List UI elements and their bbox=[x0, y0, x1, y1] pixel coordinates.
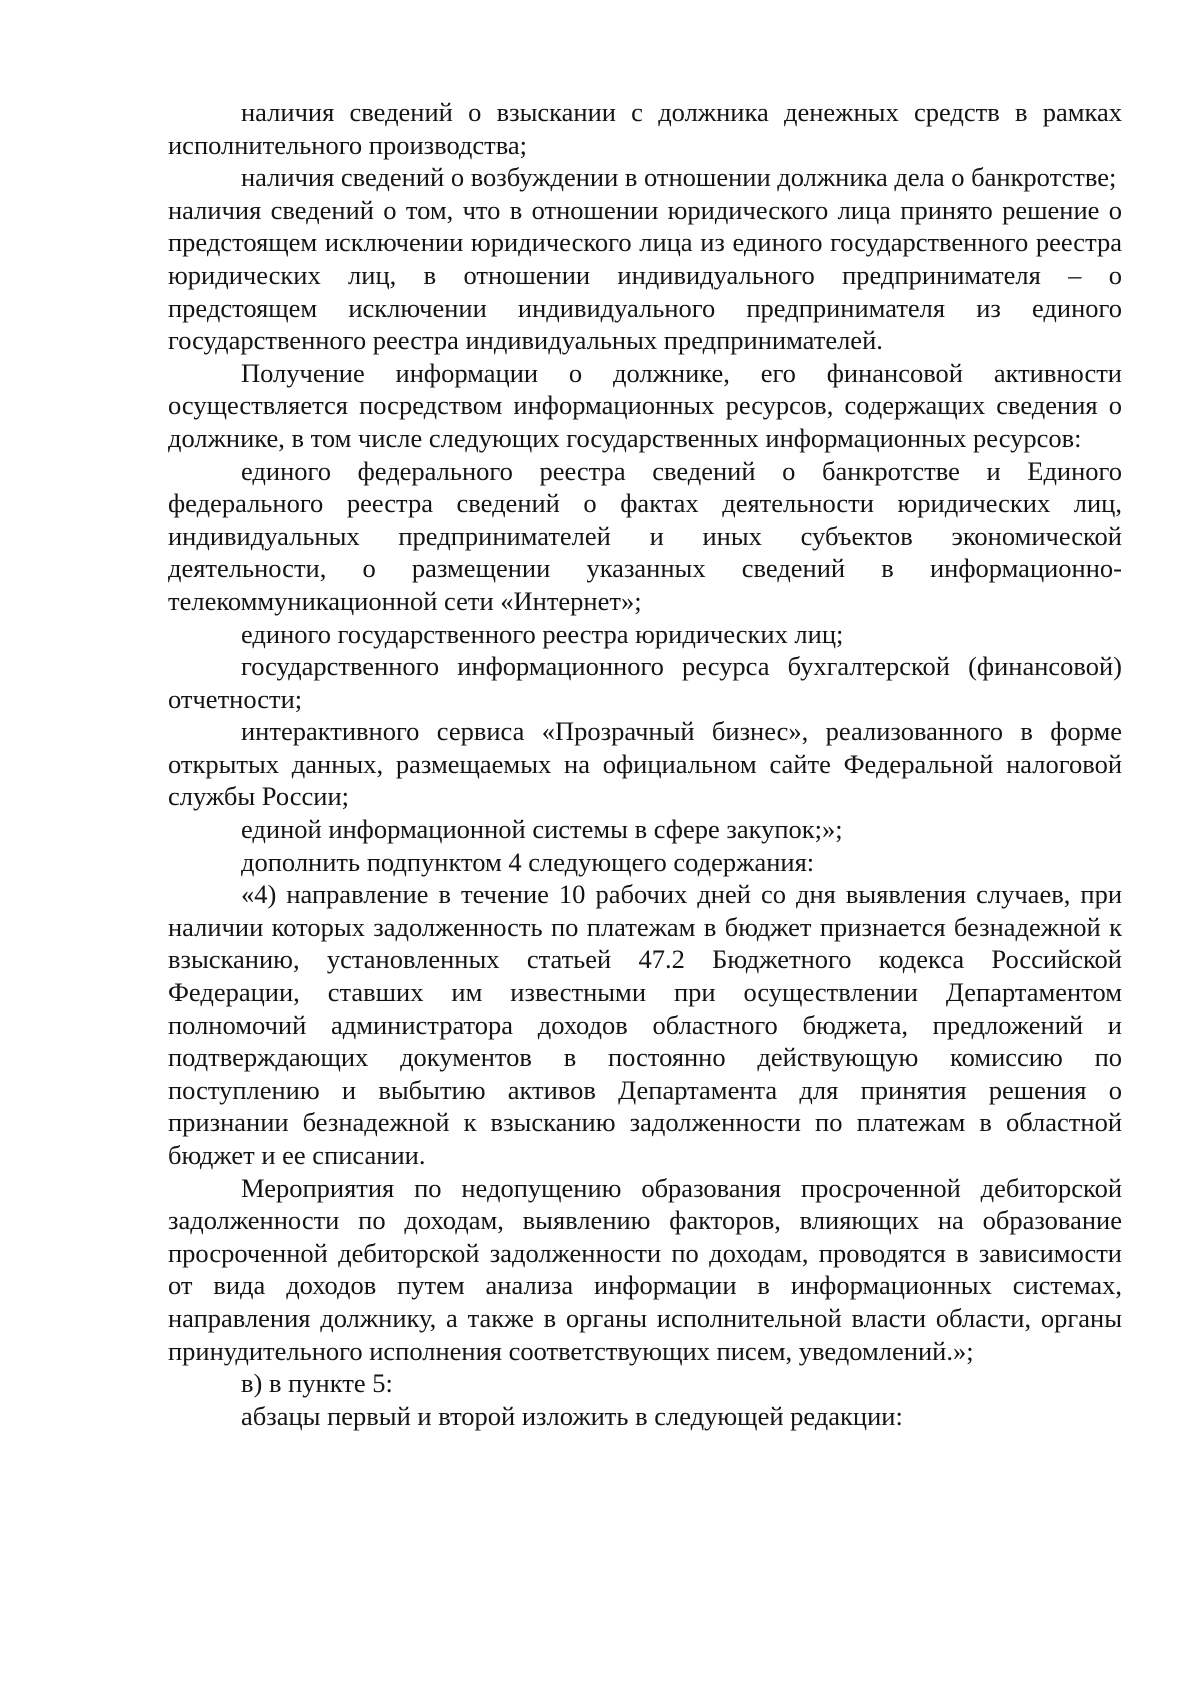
paragraph-legal-entities-registry: единого государственного реестра юридических лиц; bbox=[241, 618, 844, 649]
document-page bbox=[168, 96, 1122, 1432]
paragraph-procurement-system: единой информационной системы в сфере закупок;»; bbox=[241, 814, 843, 845]
paragraph-bankruptcy-case: наличия сведений о возбуждении в отношении должника дела о банкротстве; bbox=[241, 162, 1117, 193]
paragraph-add-subclause-4: дополнить подпунктом 4 следующего содержания: bbox=[241, 846, 815, 877]
paragraph-subclause-4: «4) направление в течение 10 рабочих дней со дня выявления случаев, при наличии которых задолженность по платежам в бюджет признается безнадежной к взысканию, установленных статьей 47.2 Бюджетного кодекса Российской Федерации, ставших им известными при осуществлении Департаментом полномочий администратора доходов областного бюджета, предложений и подтверждающих документов в постоянно действующую комиссию по поступлению и выбытию активов Департамента для принятия решения о признании безнадежной к взысканию задолженности по платежам в областной бюджет и ее списании. bbox=[168, 879, 1122, 1170]
paragraph-prevention-measures: Мероприятия по недопущению образования просроченной дебиторской задолженности по доходам, выявлению факторов, влияющих на образование просроченной дебиторской задолженности по доходам, проводятся в зависимости от вида доходов путем анализа информации в информационных системах, направления должнику, а также в органы исполнительной власти области, органы принудительного исполнения соответствующих писем, уведомлений.»; bbox=[168, 1172, 1122, 1366]
paragraph-debtor-information: Получение информации о должнике, его финансовой активности осуществляется посредством информационных ресурсов, содержащих сведения о должнике, в том числе следующих государственных информационных ресурсов: bbox=[168, 357, 1122, 453]
paragraph-registry-exclusion: наличия сведений о том, что в отношении юридического лица принято решение о предстоящем исключении юридического лица из единого государственного реестра юридических лиц, в отношении индивидуального предпринимателя – о предстоящем исключении индивидуального предпринимателя из единого государственного реестра индивидуальных предпринимателей. bbox=[168, 194, 1122, 356]
paragraph-financial-statements-resource: государственного информационного ресурса бухгалтерской (финансовой) отчетности; bbox=[168, 651, 1122, 714]
paragraph-new-wording: абзацы первый и второй изложить в следующей редакции: bbox=[241, 1400, 903, 1431]
paragraph-transparent-business: интерактивного сервиса «Прозрачный бизнес», реализованного в форме открытых данных, размещаемых на официальном сайте Федеральной налоговой службы России; bbox=[168, 716, 1122, 812]
paragraph-bankruptcy-registry: единого федерального реестра сведений о банкротстве и Единого федерального реестра сведений о фактах деятельности юридических лиц, индивидуальных предпринимателей и иных субъектов экономической деятельности, о размещении указанных сведений в информационно-телекоммуникационной сети «Интернет»; bbox=[168, 455, 1122, 616]
paragraph-enforcement-proceedings: наличия сведений о взыскании с должника денежных средств в рамках исполнительного производства; bbox=[168, 97, 1122, 160]
paragraph-clause-5: в) в пункте 5: bbox=[241, 1368, 393, 1399]
